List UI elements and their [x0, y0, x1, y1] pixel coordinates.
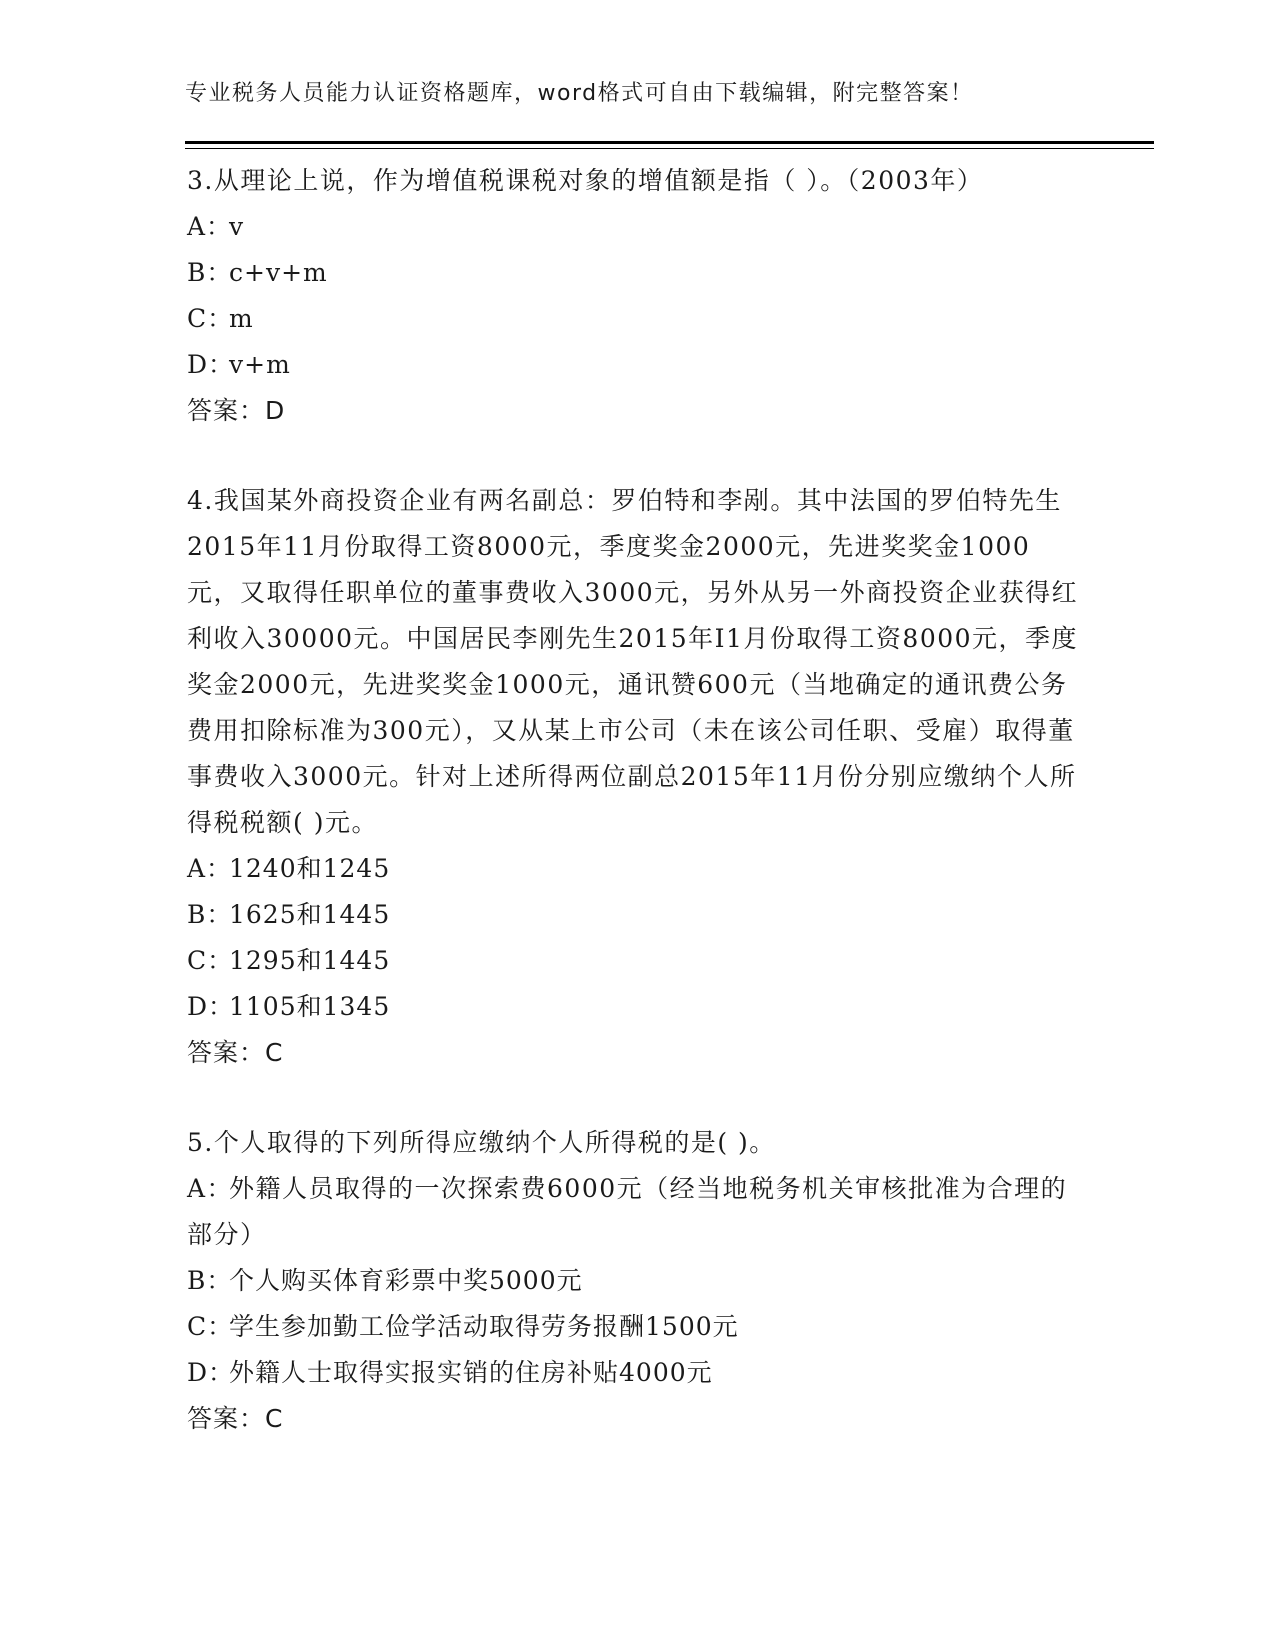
- option-b: [187, 892, 1082, 938]
- option-c: [187, 296, 1082, 342]
- question-5: [187, 1120, 1082, 1442]
- option-text: 外籍人员取得的一次探索费6000元（经当地税务机关审核批准为合理的部分）: [187, 1174, 1068, 1249]
- option-text: 个人购买体育彩票中奖5000元: [229, 1266, 583, 1295]
- option-text: 外籍人士取得实报实销的住房补贴4000元: [229, 1358, 713, 1387]
- option-text: c+v+m: [229, 258, 328, 287]
- option-text: 1240和1245: [229, 854, 391, 883]
- answer-line: 答案：C: [187, 1038, 284, 1067]
- question-stem: 4.我国某外商投资企业有两名副总：罗伯特和李剐。其中法国的罗伯特先生2015年11月份取得工资8000元，季度奖金2000元，先进奖奖金1000元，又取得任职单位的董事费收入3000元，另外从另一外商投资企业获得红利收入30000元。中国居民李刚先生2015年I1月份取得工资8000元，季度奖金2000元，先进奖奖金1000元，通讯赞600元（当地确定的通讯费公务费用扣除标准为300元），又从某上市公司（未在该公司任职、受雇）取得董事费收入3000元。针对上述所得两位副总2015年11月份分别应缴纳个人所得税税额( )元。: [187, 486, 1079, 837]
- option-d: [187, 1350, 1082, 1396]
- question-3: [187, 158, 1082, 434]
- option-key: B：: [187, 900, 233, 929]
- option-text: m: [229, 304, 254, 333]
- answer-line: 答案：D: [187, 396, 286, 425]
- option-text: v: [229, 212, 245, 241]
- question-stem: 3.从理论上说，作为增值税课税对象的增值额是指（ ）。（2003年）: [187, 166, 984, 195]
- option-key: C：: [187, 1312, 234, 1341]
- option-key: B：: [187, 258, 233, 287]
- question-list: [187, 158, 1082, 1486]
- option-key: D：: [187, 992, 235, 1021]
- option-a: [187, 846, 1082, 892]
- header-rule-thick: [185, 141, 1154, 144]
- question-4: [187, 478, 1082, 1076]
- option-key: C：: [187, 946, 234, 975]
- option-text: 1105和1345: [229, 992, 391, 1021]
- option-b: [187, 1258, 1082, 1304]
- option-text: 1295和1445: [229, 946, 391, 975]
- option-d: [187, 984, 1082, 1030]
- option-key: A：: [187, 212, 233, 241]
- option-key: A：: [187, 1174, 234, 1203]
- option-key: D：: [187, 350, 235, 379]
- header-rule-thin: [185, 148, 1154, 149]
- option-key: C：: [187, 304, 234, 333]
- option-d: [187, 342, 1082, 388]
- page-header: 专业税务人员能力认证资格题库，word格式可自由下载编辑，附完整答案！: [185, 81, 974, 106]
- option-text: 学生参加勤工俭学活动取得劳务报酬1500元: [229, 1312, 739, 1341]
- option-key: A：: [187, 854, 233, 883]
- option-text: v+m: [229, 350, 291, 379]
- option-c: [187, 1304, 1082, 1350]
- answer-line: 答案：C: [187, 1404, 284, 1433]
- question-stem: 5.个人取得的下列所得应缴纳个人所得税的是( )。: [187, 1128, 776, 1157]
- option-key: D：: [187, 1358, 235, 1387]
- option-key: B：: [187, 1266, 233, 1295]
- option-b: [187, 250, 1082, 296]
- option-c: [187, 938, 1082, 984]
- option-a: [187, 204, 1082, 250]
- option-a: [187, 1166, 1082, 1258]
- option-text: 1625和1445: [229, 900, 391, 929]
